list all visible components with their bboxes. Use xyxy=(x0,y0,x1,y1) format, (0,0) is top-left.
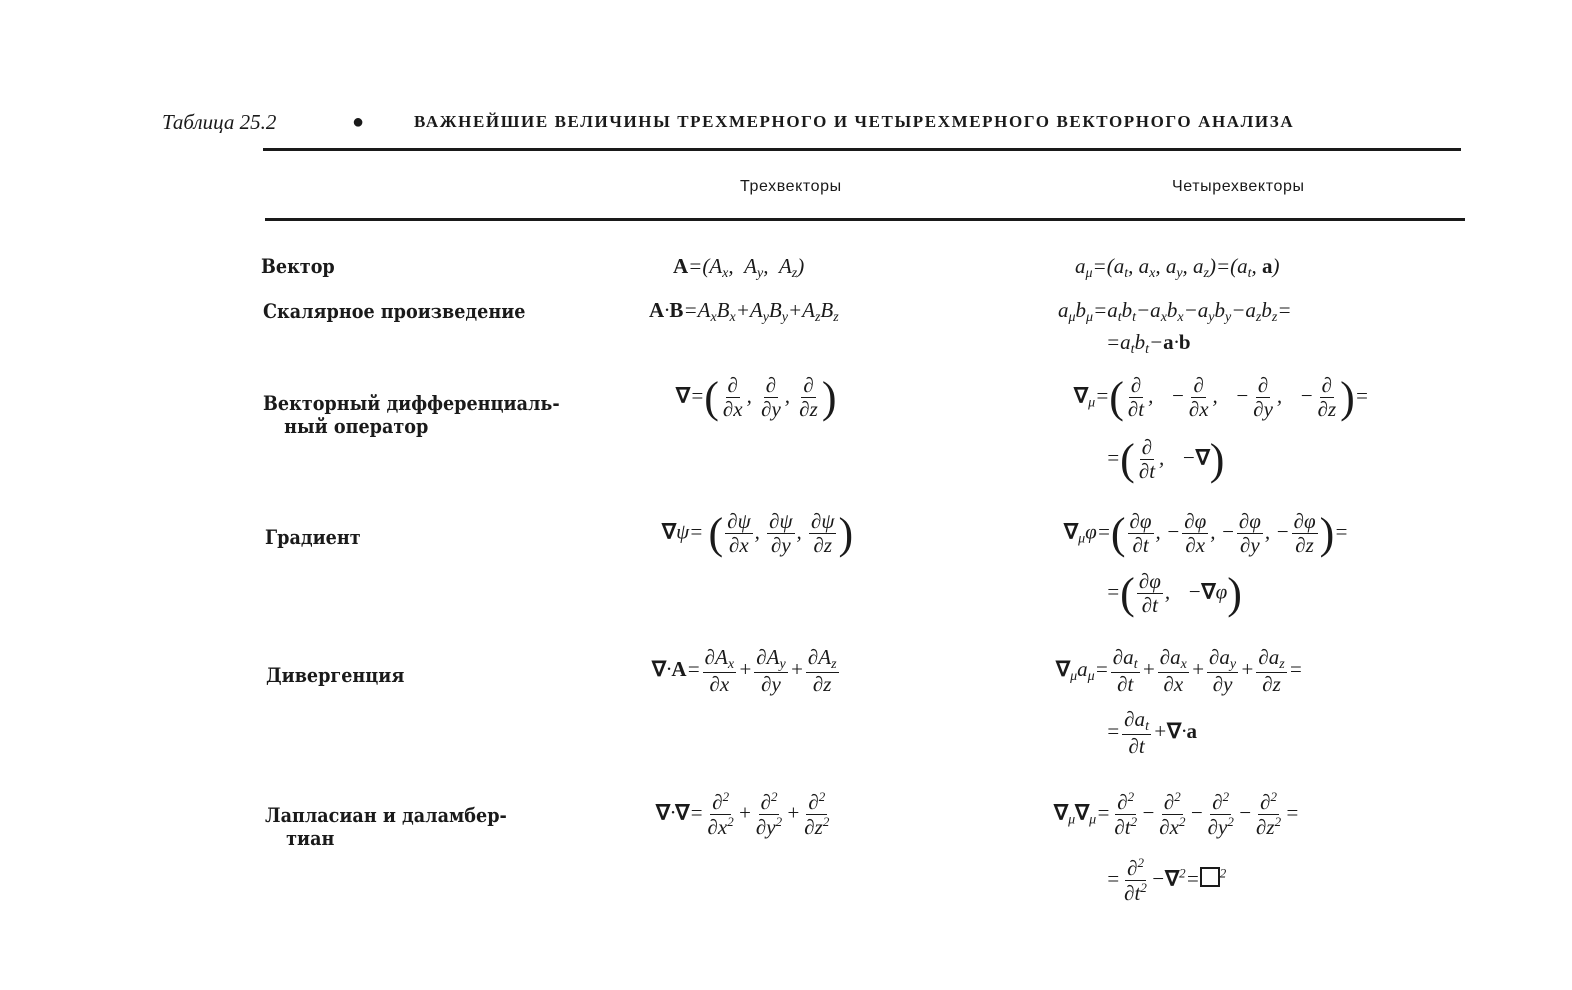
formula-3-vector: $A=(A_x$, $A_y$, $A_z$) xyxy=(673,254,805,281)
row-label-vector: Вектор xyxy=(261,254,335,278)
formula-4-nabla-cont: =( $\frac{\partial}{\partial t}$ , −∇) xyxy=(1106,434,1225,484)
formula-4-gradient-cont: =( $\frac{\partial\varphi}{\partial t}$ , −∇φ) xyxy=(1106,568,1242,618)
formula-4-vector: $a_\mu=(a_t$, $a_x$, $a_y$, $a_z)=(a_t$, a) xyxy=(1075,254,1280,281)
formula-4-scalar-product: $a_\mu b_\mu=a_tb_t-a_xb_x-a_yb_y-a_zb_z=$ xyxy=(1058,298,1292,325)
formula-4-divergence: $\nabla_\mu a_\mu=$ $\frac{\partial a_t}{\partial t}$ + $\frac{\partial a_x}{\partial x}$ + $\frac{\partial a_y}{\partial y}$ + $\frac{\partial a_z}{\partial z}$ = xyxy=(1056,645,1303,697)
row-label-laplacian: Лапласиан и даламбер- тиан xyxy=(265,803,507,850)
row-label-vector-operator: Векторный дифференциаль- ный оператор xyxy=(263,391,560,438)
row-label-gradient: Градиент xyxy=(265,525,361,549)
formula-4-scalar-product-cont: $=a_tb_t-a\cdot b$ xyxy=(1106,330,1191,357)
formula-3-gradient: ∇ψ= ( $\frac{\partial\psi}{\partial x}$ , $\frac{\partial\psi}{\partial y}$ , $\frac{\partial\psi}{\partial z}$ ) xyxy=(662,508,854,558)
formula-3-nabla: ∇=( $\frac{\partial}{\partial x}$ , $\frac{\partial}{\partial y}$ , $\frac{\partial}{\partial z}$ ) xyxy=(676,372,837,422)
row-label-divergence: Дивергенция xyxy=(266,663,405,687)
top-rule xyxy=(263,148,1461,151)
formula-4-divergence-cont: = $\frac{\partial a_t}{\partial t}$ +∇·a xyxy=(1106,707,1197,759)
column-header-3vectors: Трехвекторы xyxy=(740,178,842,195)
formula-4-dalembertian: $\nabla_\mu\nabla_\mu=$ $\frac{\partial^2}{\partial t^2}$ − $\frac{\partial^2}{\partial x^2}$ − $\frac{\partial^2}{\partial y^2}$ − $\frac{\partial^2}{\partial z^2}$ = xyxy=(1054,789,1300,840)
formula-3-laplacian: ∇·∇= $\frac{\partial^2}{\partial x^2}$ + $\frac{\partial^2}{\partial y^2}$ + $\frac{\partial^2}{\partial z^2}$ xyxy=(656,789,830,840)
formula-4-dalembertian-cont: = $\frac{\partial^2}{\partial t^2}$ −∇$^2$= $^2$ xyxy=(1106,855,1227,906)
formula-4-nabla: $\nabla_\mu=$( $\frac{\partial}{\partial t}$ , − $\frac{\partial}{\partial x}$ , − $\frac{\partial}{\partial y}$ , − $\frac{\partial}{\partial z}$ )= xyxy=(1074,372,1369,422)
bullet-icon: ● xyxy=(352,111,365,133)
header-rule xyxy=(265,218,1465,221)
table-heading: ВАЖНЕЙШИЕ ВЕЛИЧИНЫ ТРЕХМЕРНОГО И ЧЕТЫРЕХМЕРНОГО ВЕКТОРНОГО АНАЛИЗА xyxy=(414,112,1295,131)
dalembertian-box-icon xyxy=(1200,867,1220,887)
formula-3-scalar-product: $A\cdot B=A_xB_x+A_yB_y+A_zB_z$ xyxy=(649,298,839,325)
row-label-scalar-product: Скалярное произведение xyxy=(263,299,526,323)
column-header-4vectors: Четырехвекторы xyxy=(1172,178,1305,195)
formula-4-gradient: $\nabla_\mu\varphi=$( $\frac{\partial\varphi}{\partial t}$ , − $\frac{\partial\varphi}{\partial x}$ , − $\frac{\partial\varphi}{\partial y}$ , − $\frac{\partial\varphi}{\partial z}$ )= xyxy=(1064,508,1349,558)
formula-3-divergence: ∇·A= $\frac{\partial A_x}{\partial x}$ + $\frac{\partial A_y}{\partial y}$ + $\frac{\partial A_z}{\partial z}$ xyxy=(652,645,837,697)
table-caption: Таблица 25.2 xyxy=(162,110,277,134)
